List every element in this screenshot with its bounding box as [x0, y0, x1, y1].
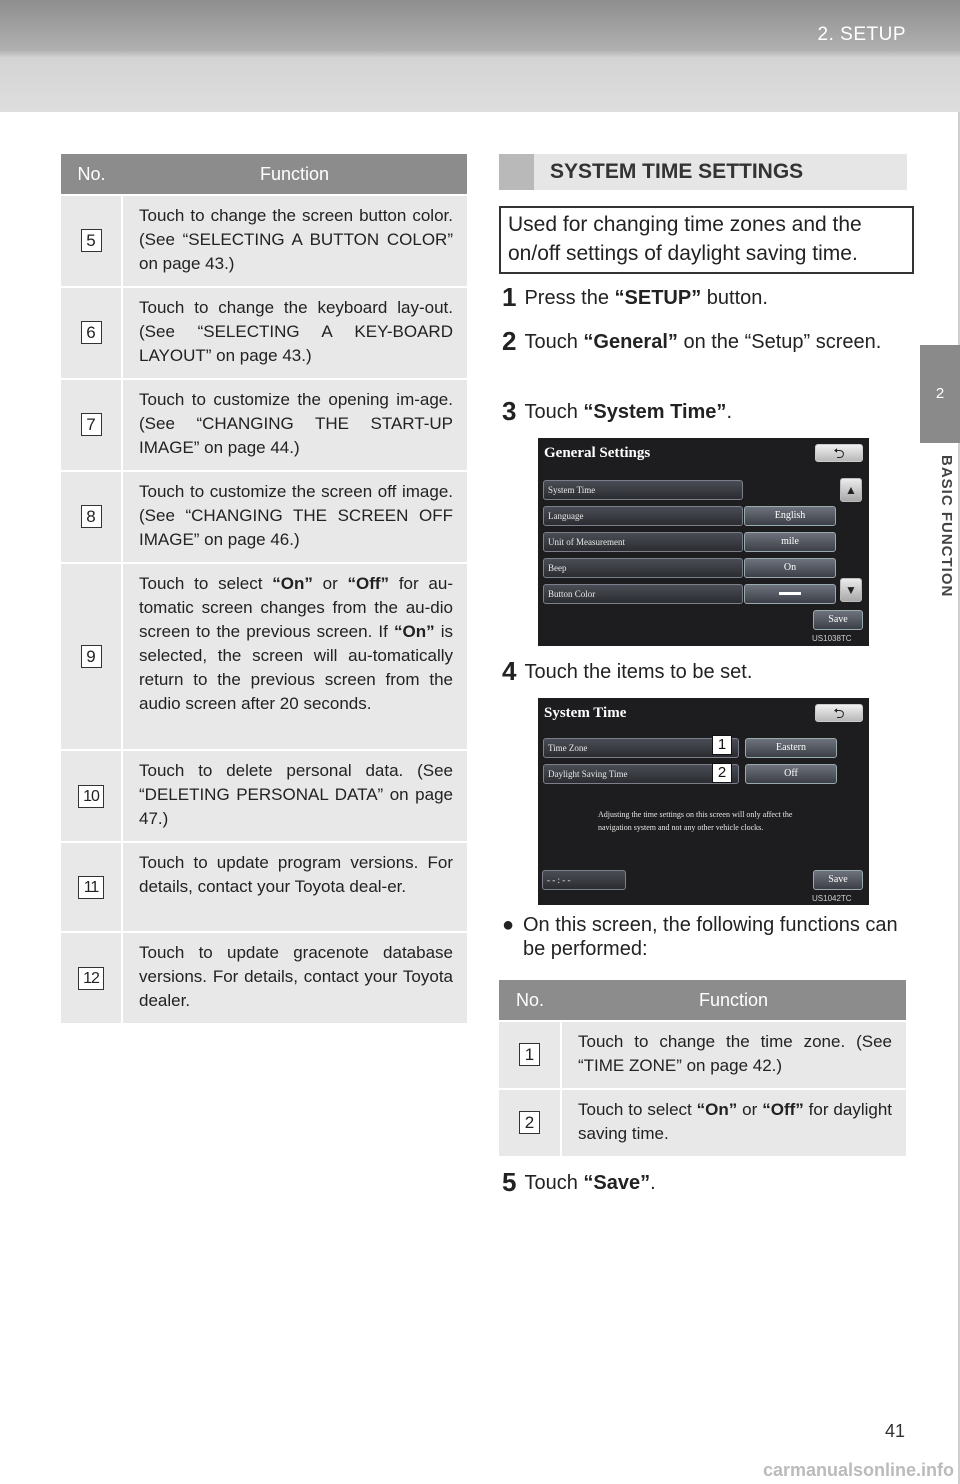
unit-value-button[interactable]: mile — [744, 532, 836, 552]
table-row — [499, 1021, 906, 1089]
figure-code: US1042TC — [812, 894, 852, 903]
row-number-cell — [61, 379, 122, 471]
section-heading — [499, 154, 907, 190]
row-number: 2 — [519, 1111, 540, 1134]
row-number-cell — [61, 471, 122, 563]
row-number: 1 — [519, 1043, 540, 1066]
row-description: Touch to change the keyboard lay-out. (See “SELECTING A KEY-BOARD LAYOUT” on page 43.) — [122, 287, 467, 379]
table-row — [61, 750, 467, 842]
step-2: 2 Touch “General” on the “Setup” screen. — [502, 326, 882, 356]
intro-note: Used for changing time zones and the on/off settings of daylight saving time. — [499, 206, 914, 274]
chapter-number: 2 — [935, 385, 945, 402]
function-table-right — [499, 980, 906, 1156]
row-number-cell — [499, 1021, 561, 1089]
back-button[interactable]: ⮌ — [815, 704, 863, 722]
row-description: Touch to delete personal data. (See “DELETING PERSONAL DATA” on page 47.) — [122, 750, 467, 842]
col-function-header: Function — [122, 154, 467, 195]
chapter-label: BASIC FUNCTION — [938, 455, 955, 598]
row-number: 7 — [81, 413, 102, 436]
row-number: 11 — [78, 876, 104, 899]
row-number-cell — [61, 563, 122, 750]
col-function-header: Function — [561, 980, 906, 1021]
figure-code: US1038TC — [812, 634, 852, 643]
row-number-cell — [61, 287, 122, 379]
row-description: Touch to update gracenote database versions. For details, contact your Toyota dealer. — [122, 932, 467, 1023]
daylight-saving-value-button[interactable]: Off — [745, 764, 837, 784]
row-number-cell — [61, 932, 122, 1023]
callout-2: 2 — [712, 763, 732, 783]
watermark: carmanualsonline.info — [762, 1460, 954, 1480]
beep-value-button[interactable]: On — [744, 558, 836, 578]
header-band — [0, 0, 960, 112]
time-zone-row[interactable]: Time Zone — [543, 738, 739, 758]
row-description: Touch to select “On” or “Off” for au-tomatic screen changes from the au-dio screen to the previous screen. If “On” is selected, the screen will au-tomatically return to the previous screen from the audio screen after 20 seconds. — [122, 563, 467, 750]
section-heading-text: SYSTEM TIME SETTINGS — [550, 160, 804, 183]
row-description: Touch to customize the opening im-age. (See “CHANGING THE START-UP IMAGE” on page 44.) — [122, 379, 467, 471]
row-number: 6 — [81, 321, 102, 344]
table-row — [499, 1089, 906, 1156]
button-color-row[interactable]: Button Color — [543, 584, 743, 604]
row-number: 5 — [81, 229, 102, 252]
section-title: 2. SETUP — [817, 24, 906, 45]
system-time-row[interactable]: System Time — [543, 480, 743, 500]
screen-title: General Settings — [544, 445, 651, 461]
row-number: 8 — [81, 505, 102, 528]
step-5: 5 Touch “Save”. — [502, 1167, 656, 1197]
chapter-tab — [920, 345, 960, 443]
table-row — [61, 932, 467, 1023]
row-description: Touch to change the time zone. (See “TIME ZONE” on page 42.) — [561, 1021, 906, 1089]
page-number: 41 — [884, 1421, 905, 1441]
row-number-cell — [61, 750, 122, 842]
back-button[interactable]: ⮌ — [815, 444, 863, 462]
table-row — [61, 287, 467, 379]
bullet-note: ● On this screen, the following functions can be performed: — [502, 914, 898, 960]
heading-marker — [499, 154, 534, 190]
step-4: 4 Touch the items to be set. — [502, 656, 753, 686]
function-table-left — [61, 154, 467, 1023]
screen-title: System Time — [544, 705, 627, 721]
row-number: 9 — [81, 645, 102, 668]
row-number-cell — [499, 1089, 561, 1156]
table-row — [61, 563, 467, 750]
info-message: Adjusting the time settings on this screen will only affect the navigation system and not any other vehicle clocks. — [598, 810, 793, 832]
color-swatch-bar — [779, 592, 801, 595]
save-button[interactable]: Save — [813, 610, 863, 630]
beep-row[interactable]: Beep — [543, 558, 743, 578]
language-row[interactable]: Language — [543, 506, 743, 526]
step-3: 3 Touch “System Time”. — [502, 396, 732, 426]
col-no-header: No. — [61, 154, 122, 195]
bullet-dot-icon: ● — [502, 914, 515, 936]
unit-row[interactable]: Unit of Measurement — [543, 532, 743, 552]
row-number: 12 — [78, 967, 104, 990]
col-no-header: No. — [499, 980, 561, 1021]
time-zone-value-button[interactable]: Eastern — [745, 738, 837, 758]
row-description: Touch to update program versions. For details, contact your Toyota deal-er. — [122, 842, 467, 932]
callout-1: 1 — [712, 735, 732, 755]
language-value-button[interactable]: English — [744, 506, 836, 526]
clock-display: - - : - - — [542, 870, 626, 890]
row-number-cell — [61, 195, 122, 287]
daylight-saving-row[interactable]: Daylight Saving Time — [543, 764, 739, 784]
table-row — [61, 195, 467, 287]
step-1: 1 Press the “SETUP” button. — [502, 282, 768, 312]
system-time-screenshot — [538, 698, 869, 905]
button-color-swatch[interactable] — [744, 584, 836, 604]
row-number-cell — [61, 842, 122, 932]
table-row — [61, 379, 467, 471]
table-row — [61, 842, 467, 932]
save-button[interactable]: Save — [813, 870, 863, 890]
row-description: Touch to change the screen button color. (See “SELECTING A BUTTON COLOR” on page 43.) — [122, 195, 467, 287]
row-number: 10 — [78, 785, 104, 808]
scroll-down-arrow-icon[interactable]: ▼ — [840, 578, 862, 602]
scroll-up-arrow-icon[interactable]: ▲ — [840, 478, 862, 502]
table-row — [61, 471, 467, 563]
general-settings-screenshot — [538, 438, 869, 646]
row-description: Touch to select “On” or “Off” for daylight saving time. — [561, 1089, 906, 1156]
row-description: Touch to customize the screen off image. (See “CHANGING THE SCREEN OFF IMAGE” on page 46.) — [122, 471, 467, 563]
